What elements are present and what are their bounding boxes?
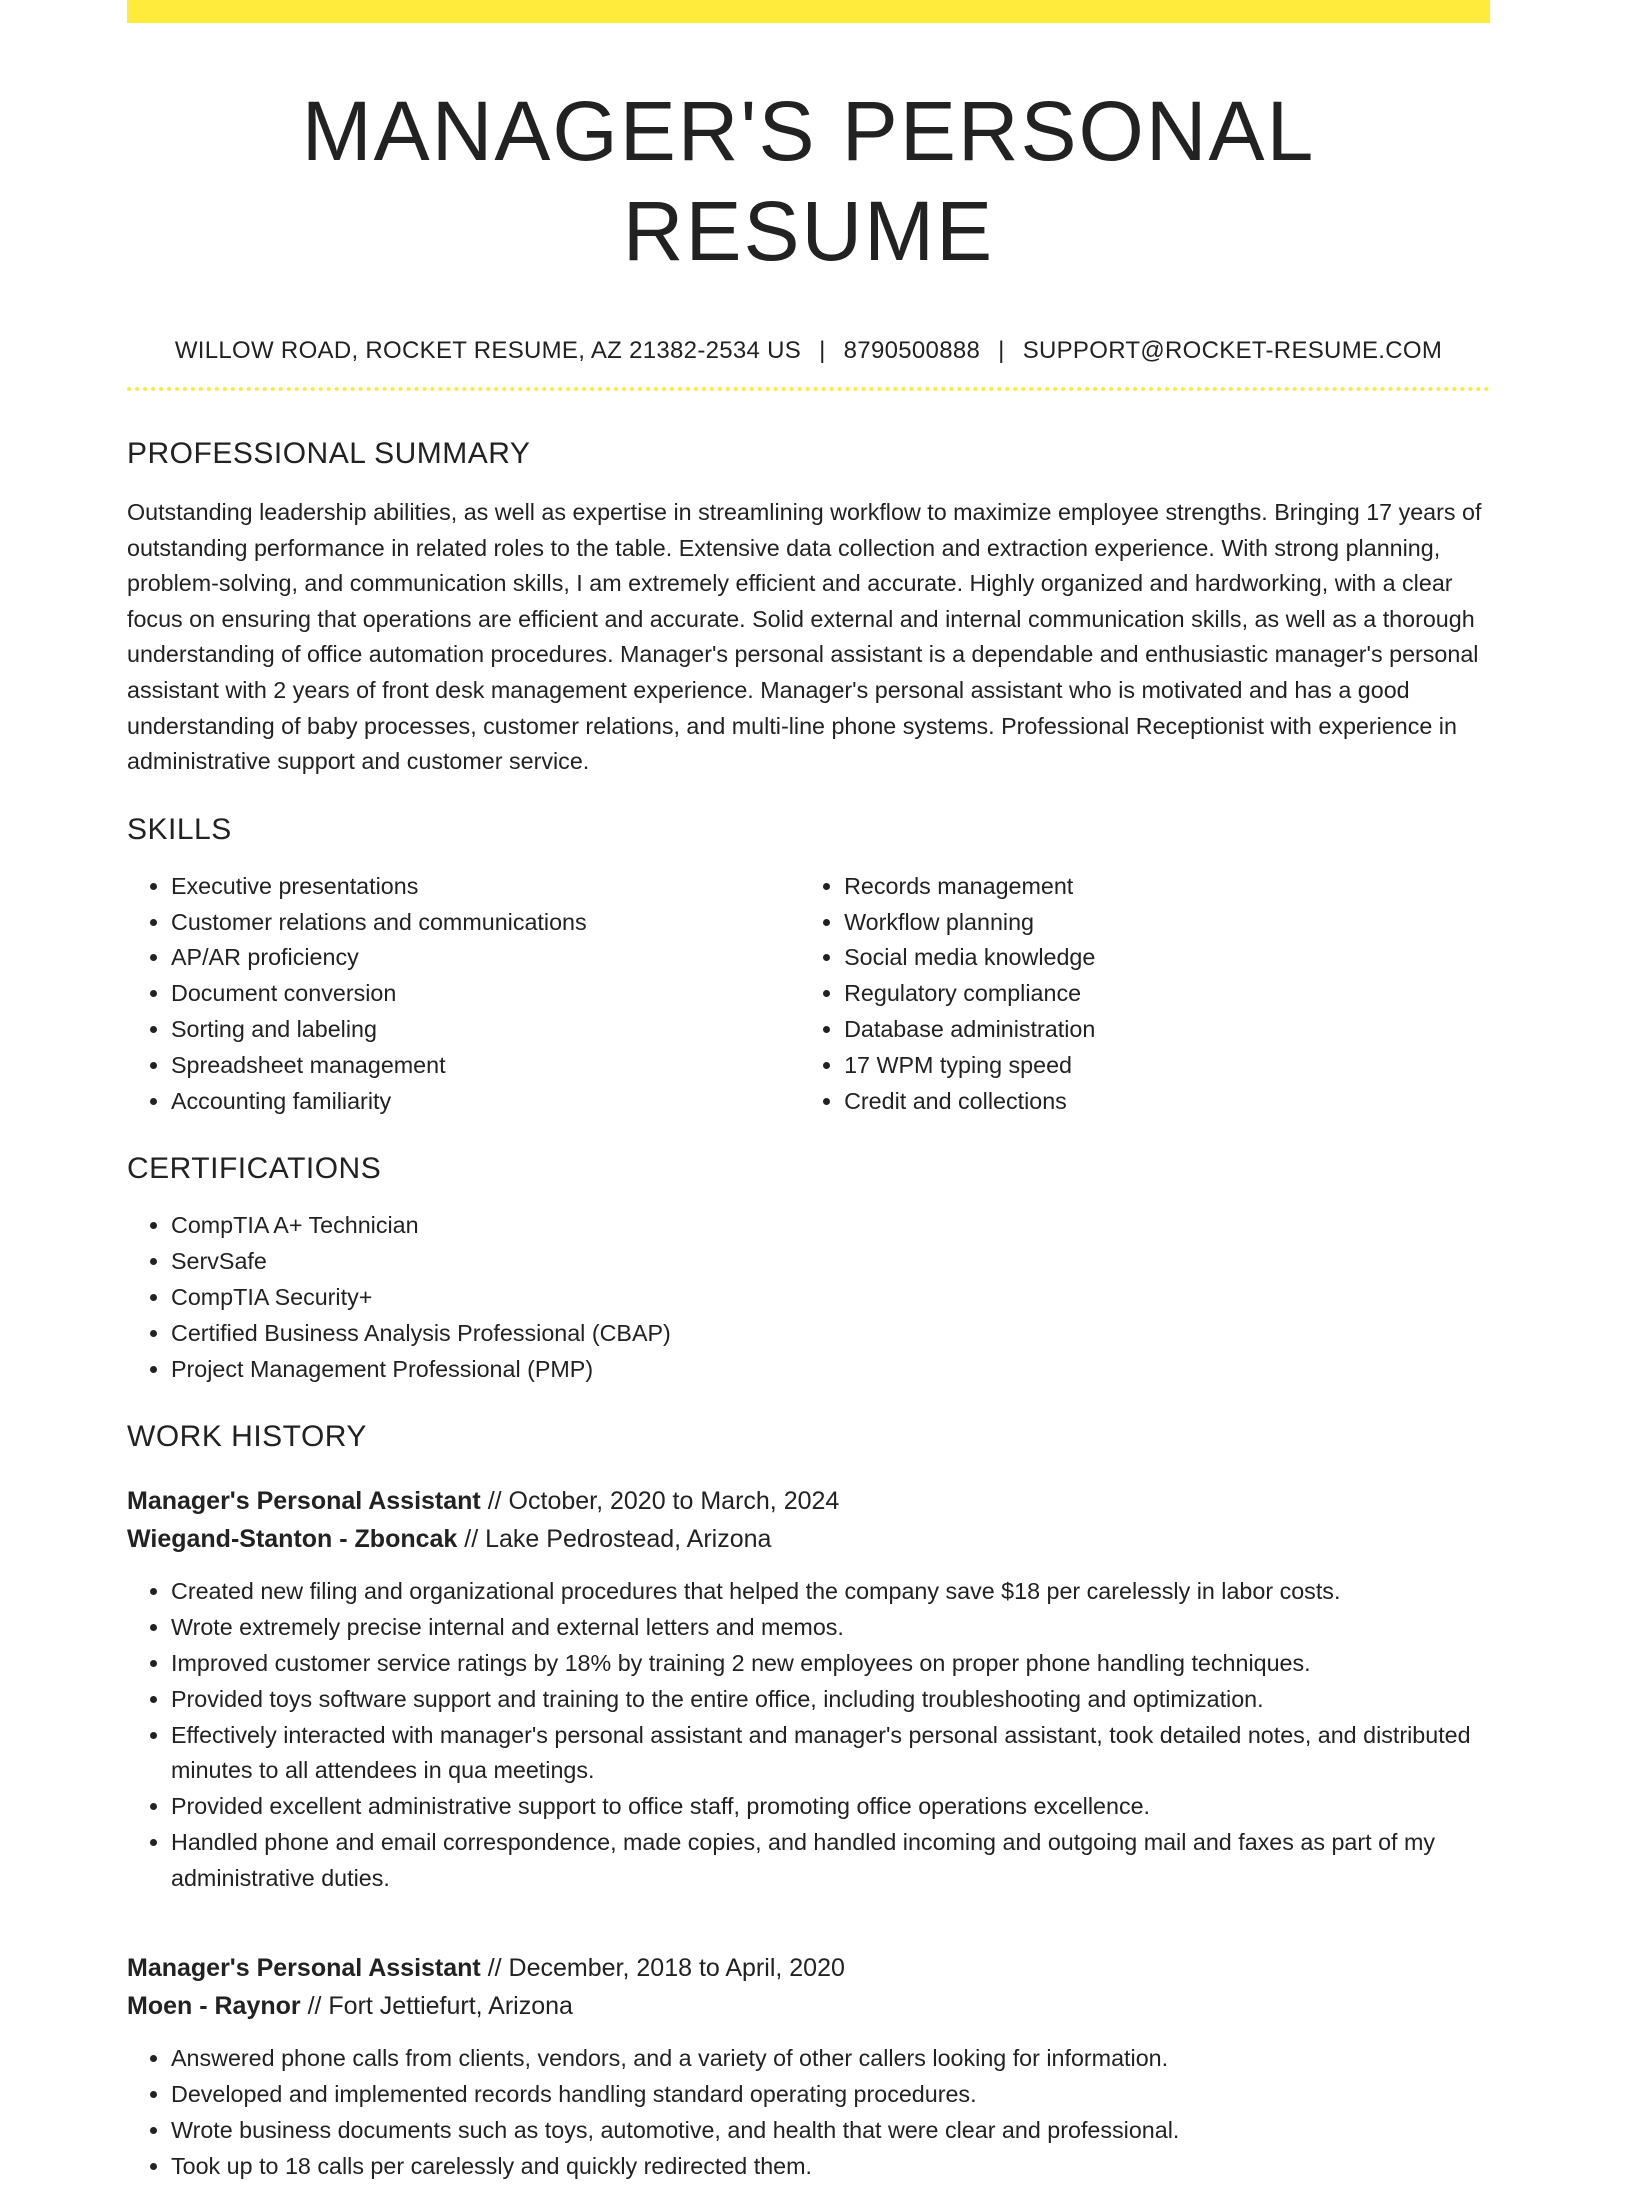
certifications-section: [127, 1151, 1490, 1387]
list-item: • Wrote business documents such as toys, automotive, and health that were clear and professional.: [171, 2113, 1490, 2149]
job-title: Manager's Personal Assistant: [127, 1487, 481, 1516]
resume-page: [127, 0, 1490, 2185]
separator: |: [819, 337, 826, 364]
job-company-line: [127, 1520, 1490, 1558]
job-location: // Fort Jettiefurt, Arizona: [300, 1992, 573, 2021]
summary-text: Outstanding leadership abilities, as well as expertise in streamlining workflow to maximize employee strengths. Bringing 17 years of outstanding performance in related roles to the table. Extensive data collection and extraction experience. With strong planning, problem-solving, and communication skills, I am extremely efficient and accurate. Highly organized and hardworking, with a clear focus on ensuring that operations are efficient and accurate. Solid external and internal communication skills, as well as a thorough understanding of office automation procedures. Manager's personal assistant is a dependable and enthusiastic manager's personal assistant with 2 years of front desk management experience. Manager's personal assistant who is motivated and has a good understanding of baby processes, customer relations, and multi-line phone systems. Professional Receptionist with experience in administrative support and customer service.: [127, 499, 1482, 775]
company-name: Moen - Raynor: [127, 1992, 301, 2021]
job-entry: [127, 1949, 1490, 2184]
list-item: • CompTIA Security+: [171, 1280, 1490, 1316]
address: WILLOW ROAD, ROCKET RESUME, AZ 21382-2534 US: [174, 337, 802, 364]
job-location: // Lake Pedrostead, Arizona: [457, 1525, 772, 1554]
list-item: • CompTIA A+ Technician: [171, 1208, 1490, 1244]
list-item: • Database administration: [844, 1012, 1490, 1048]
list-item: • AP/AR proficiency: [171, 940, 800, 976]
list-item: • Document conversion: [171, 976, 800, 1012]
job-title-line: [127, 1482, 1490, 1520]
list-item: • Accounting familiarity: [171, 1084, 800, 1120]
list-item: • Credit and collections: [844, 1084, 1490, 1120]
list-item: • Provided toys software support and training to the entire office, including troubleshooting and optimization.: [171, 1682, 1490, 1718]
list-item: • Sorting and labeling: [171, 1012, 800, 1048]
top-accent-bar: [127, 0, 1490, 23]
job-bullets: [127, 2041, 1490, 2184]
list-item: • Effectively interacted with manager's personal assistant and manager's personal assistant, took detailed notes, and distributed minutes to all attendees in qua meetings.: [171, 1718, 1490, 1790]
resume-title: MANAGER'S PERSONAL RESUME: [301, 84, 1316, 278]
list-item: • Executive presentations: [171, 869, 800, 905]
list-item: • Developed and implemented records handling standard operating procedures.: [171, 2077, 1490, 2113]
list-item: • 17 WPM typing speed: [844, 1048, 1490, 1084]
list-item: • Improved customer service ratings by 18% by training 2 new employees on proper phone handling techniques.: [171, 1646, 1490, 1682]
list-item: • Answered phone calls from clients, vendors, and a variety of other callers looking for information.: [171, 2041, 1490, 2077]
list-item: • Certified Business Analysis Professional (CBAP): [171, 1316, 1490, 1352]
separator: |: [998, 337, 1005, 364]
job-title-line: [127, 1949, 1490, 1987]
job-title: Manager's Personal Assistant: [127, 1954, 481, 1983]
certifications-list: [127, 1208, 1490, 1387]
list-item: • Regulatory compliance: [844, 976, 1490, 1012]
job-dates: // December, 2018 to April, 2020: [480, 1954, 845, 1983]
list-item: • Provided excellent administrative support to office staff, promoting office operations excellence.: [171, 1789, 1490, 1825]
list-item: • ServSafe: [171, 1244, 1490, 1280]
skills-section: [127, 812, 1490, 1120]
section-heading: PROFESSIONAL SUMMARY: [127, 437, 531, 470]
section-heading: SKILLS: [127, 812, 232, 846]
section-heading: WORK HISTORY: [127, 1420, 367, 1454]
work-history-section: [127, 1419, 1490, 2184]
list-item: • Social media knowledge: [844, 940, 1490, 976]
list-item: • Created new filing and organizational procedures that helped the company save $18 per carelessly in labor costs.: [171, 1574, 1490, 1610]
list-item: • Project Management Professional (PMP): [171, 1352, 1490, 1388]
skills-right-list: [800, 869, 1490, 1120]
job-entry: [127, 1482, 1490, 1896]
email: SUPPORT@ROCKET-RESUME.COM: [1022, 337, 1443, 364]
list-item: • Records management: [844, 869, 1490, 905]
list-item: • Wrote extremely precise internal and external letters and memos.: [171, 1610, 1490, 1646]
job-company-line: [127, 1987, 1490, 2025]
section-heading: CERTIFICATIONS: [127, 1152, 382, 1186]
contact-line: [127, 335, 1490, 367]
skills-columns: [127, 869, 1490, 1120]
list-item: • Customer relations and communications: [171, 905, 800, 941]
phone: 8790500888: [843, 337, 981, 364]
skills-left-list: [127, 869, 800, 1120]
job-dates: // October, 2020 to March, 2024: [480, 1487, 840, 1516]
list-item: • Spreadsheet management: [171, 1048, 800, 1084]
job-bullets: [127, 1574, 1490, 1896]
dotted-divider: [127, 387, 1490, 391]
list-item: • Handled phone and email correspondence, made copies, and handled incoming and outgoing mail and faxes as part of my administrative duties.: [171, 1825, 1490, 1897]
list-item: • Took up to 18 calls per carelessly and quickly redirected them.: [171, 2149, 1490, 2185]
company-name: Wiegand-Stanton - Zboncak: [127, 1525, 458, 1554]
professional-summary-section: [127, 436, 1490, 780]
list-item: • Workflow planning: [844, 905, 1490, 941]
